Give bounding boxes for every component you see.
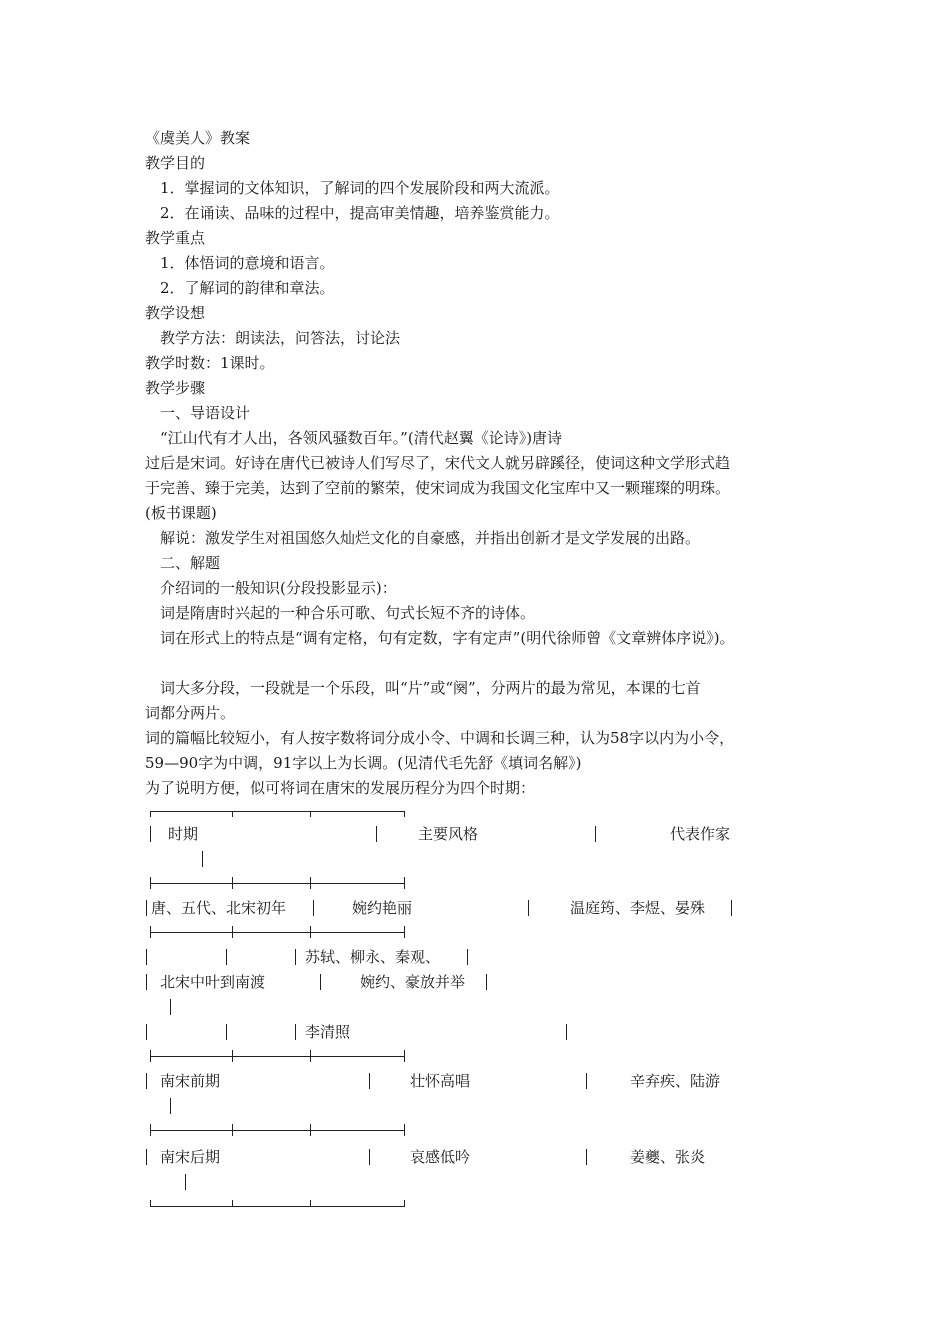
table-rule	[150, 932, 405, 933]
table-bar	[146, 974, 147, 990]
row2-authors-line-2: 李清照	[305, 1023, 351, 1041]
table-bar	[146, 1073, 147, 1089]
table-tick	[150, 1200, 151, 1206]
table-bar	[320, 974, 321, 990]
row4-period: 南宋后期	[160, 1148, 221, 1166]
section-heading-focus: 教学重点	[145, 229, 206, 247]
section-heading-goal: 教学目的	[145, 154, 206, 172]
goal-item-2: 2．在诵读、品味的过程中，提高审美情趣，培养鉴赏能力。	[160, 204, 560, 222]
table-tick	[232, 877, 233, 889]
table-tick	[232, 1124, 233, 1136]
table-bar	[146, 1024, 147, 1040]
table-tick	[150, 811, 151, 817]
row2-style: 婉约、豪放并举	[360, 973, 466, 991]
table-tick	[232, 811, 233, 817]
table-tick	[150, 877, 151, 889]
table-bar	[150, 826, 151, 842]
table-tick	[404, 926, 405, 938]
header-period: 时期	[168, 825, 199, 843]
table-tick	[232, 926, 233, 938]
intro-quote-line-3: 于完善、臻于完美，达到了空前的繁荣，使宋词成为我国文化宝库中又一颗璀璨的明珠。	[145, 479, 731, 497]
table-tick	[150, 1050, 151, 1062]
teaching-method: 教学方法：朗读法，问答法，讨论法	[160, 329, 401, 347]
table-bar	[566, 1024, 567, 1040]
paragraph-1-line-1: 词大多分段，一段就是一个乐段，叫“片”或“阕”，分两片的最为常见，本课的七首	[160, 679, 701, 697]
table-bar	[295, 1024, 296, 1040]
paragraph-3: 为了说明方便，似可将词在唐宋的发展历程分为四个时期：	[145, 779, 536, 797]
row2-authors-line-1: 苏轼、柳永、秦观、	[305, 948, 441, 966]
goal-item-1: 1．掌握词的文体知识，了解词的四个发展阶段和两大流派。	[160, 179, 560, 197]
table-bar	[146, 1149, 147, 1165]
table-bar	[586, 1149, 587, 1165]
step-heading-1: 一、导语设计	[160, 404, 251, 422]
table-rule	[150, 1056, 405, 1057]
table-bar	[146, 949, 147, 965]
knowledge-intro: 介绍词的一般知识(分段投影显示)：	[160, 579, 397, 597]
table-rule	[150, 1130, 405, 1131]
table-tick	[310, 877, 311, 889]
table-bar	[731, 900, 732, 916]
row1-authors: 温庭筠、李煜、晏殊	[570, 899, 706, 917]
table-bar	[369, 1149, 370, 1165]
table-tick	[404, 1050, 405, 1062]
table-bar	[369, 1073, 370, 1089]
row4-authors: 姜夔、张炎	[630, 1148, 706, 1166]
table-rule-top	[150, 811, 405, 812]
table-bar	[170, 1098, 171, 1114]
table-bar	[226, 949, 227, 965]
paragraph-1-line-2: 词都分两片。	[145, 704, 236, 722]
row2-period: 北宋中叶到南渡	[160, 973, 266, 991]
row3-style: 壮怀高唱	[410, 1072, 471, 1090]
section-heading-plan: 教学设想	[145, 304, 206, 322]
row4-style: 哀感低吟	[410, 1148, 471, 1166]
table-bar	[295, 949, 296, 965]
definition-1: 词是隋唐时兴起的一种合乐可歌、句式长短不齐的诗体。	[160, 604, 536, 622]
section-heading-steps: 教学步骤	[145, 379, 206, 397]
doc-title: 《虞美人》教案	[145, 129, 251, 147]
step-heading-2: 二、解题	[160, 554, 221, 572]
table-tick	[150, 926, 151, 938]
table-bar	[202, 851, 203, 867]
table-tick	[404, 877, 405, 889]
table-bar	[313, 900, 314, 916]
table-tick	[404, 1124, 405, 1136]
table-bar	[486, 974, 487, 990]
table-bar	[467, 949, 468, 965]
paragraph-2-line-1: 词的篇幅比较短小，有人按字数将词分成小令、中调和长调三种，认为58字以内为小令，	[145, 729, 735, 747]
table-bar	[170, 999, 171, 1015]
header-authors: 代表作家	[670, 825, 731, 843]
table-tick	[232, 1200, 233, 1206]
row3-period: 南宋前期	[160, 1072, 221, 1090]
table-tick	[310, 926, 311, 938]
table-bar	[595, 826, 596, 842]
table-tick	[404, 1200, 405, 1206]
table-rule-bottom	[150, 1206, 405, 1207]
intro-quote-line-1: “江山代有才人出，各领风骚数百年。”(清代赵翼《论诗》)唐诗	[160, 429, 563, 447]
teaching-hours: 教学时数：1课时。	[145, 354, 275, 372]
table-bar	[226, 1024, 227, 1040]
table-tick	[310, 1050, 311, 1062]
header-style: 主要风格	[418, 825, 479, 843]
table-bar	[586, 1073, 587, 1089]
explanation: 解说：激发学生对祖国悠久灿烂文化的自豪感，并指出创新才是文学发展的出路。	[160, 529, 701, 547]
row3-authors: 辛弃疾、陆游	[630, 1072, 721, 1090]
focus-item-2: 2．了解词的韵律和章法。	[160, 279, 335, 297]
table-rule	[150, 883, 405, 884]
table-tick	[404, 811, 405, 817]
table-bar	[146, 900, 147, 916]
table-tick	[310, 1124, 311, 1136]
focus-item-1: 1．体悟词的意境和语言。	[160, 254, 335, 272]
table-tick	[150, 1124, 151, 1136]
intro-quote-line-2: 过后是宋词。好诗在唐代已被诗人们写尽了，宋代文人就另辟蹊径，使词这种文学形式趋	[145, 454, 731, 472]
definition-2: 词在形式上的特点是“调有定格，句有定数，字有定声”(明代徐师曾《文章辨体序说》)。	[160, 629, 735, 647]
table-tick	[310, 811, 311, 817]
table-bar	[376, 826, 377, 842]
row1-period: 唐、五代、北宋初年	[151, 899, 287, 917]
table-bar	[528, 900, 529, 916]
intro-quote-line-4: (板书课题)	[145, 504, 217, 522]
table-tick	[232, 1050, 233, 1062]
table-tick	[310, 1200, 311, 1206]
table-bar	[185, 1174, 186, 1190]
paragraph-2-line-2: 59—90字为中调，91字以上为长调。(见清代毛先舒《填词名解》)	[145, 754, 582, 772]
row1-style: 婉约艳丽	[352, 899, 413, 917]
